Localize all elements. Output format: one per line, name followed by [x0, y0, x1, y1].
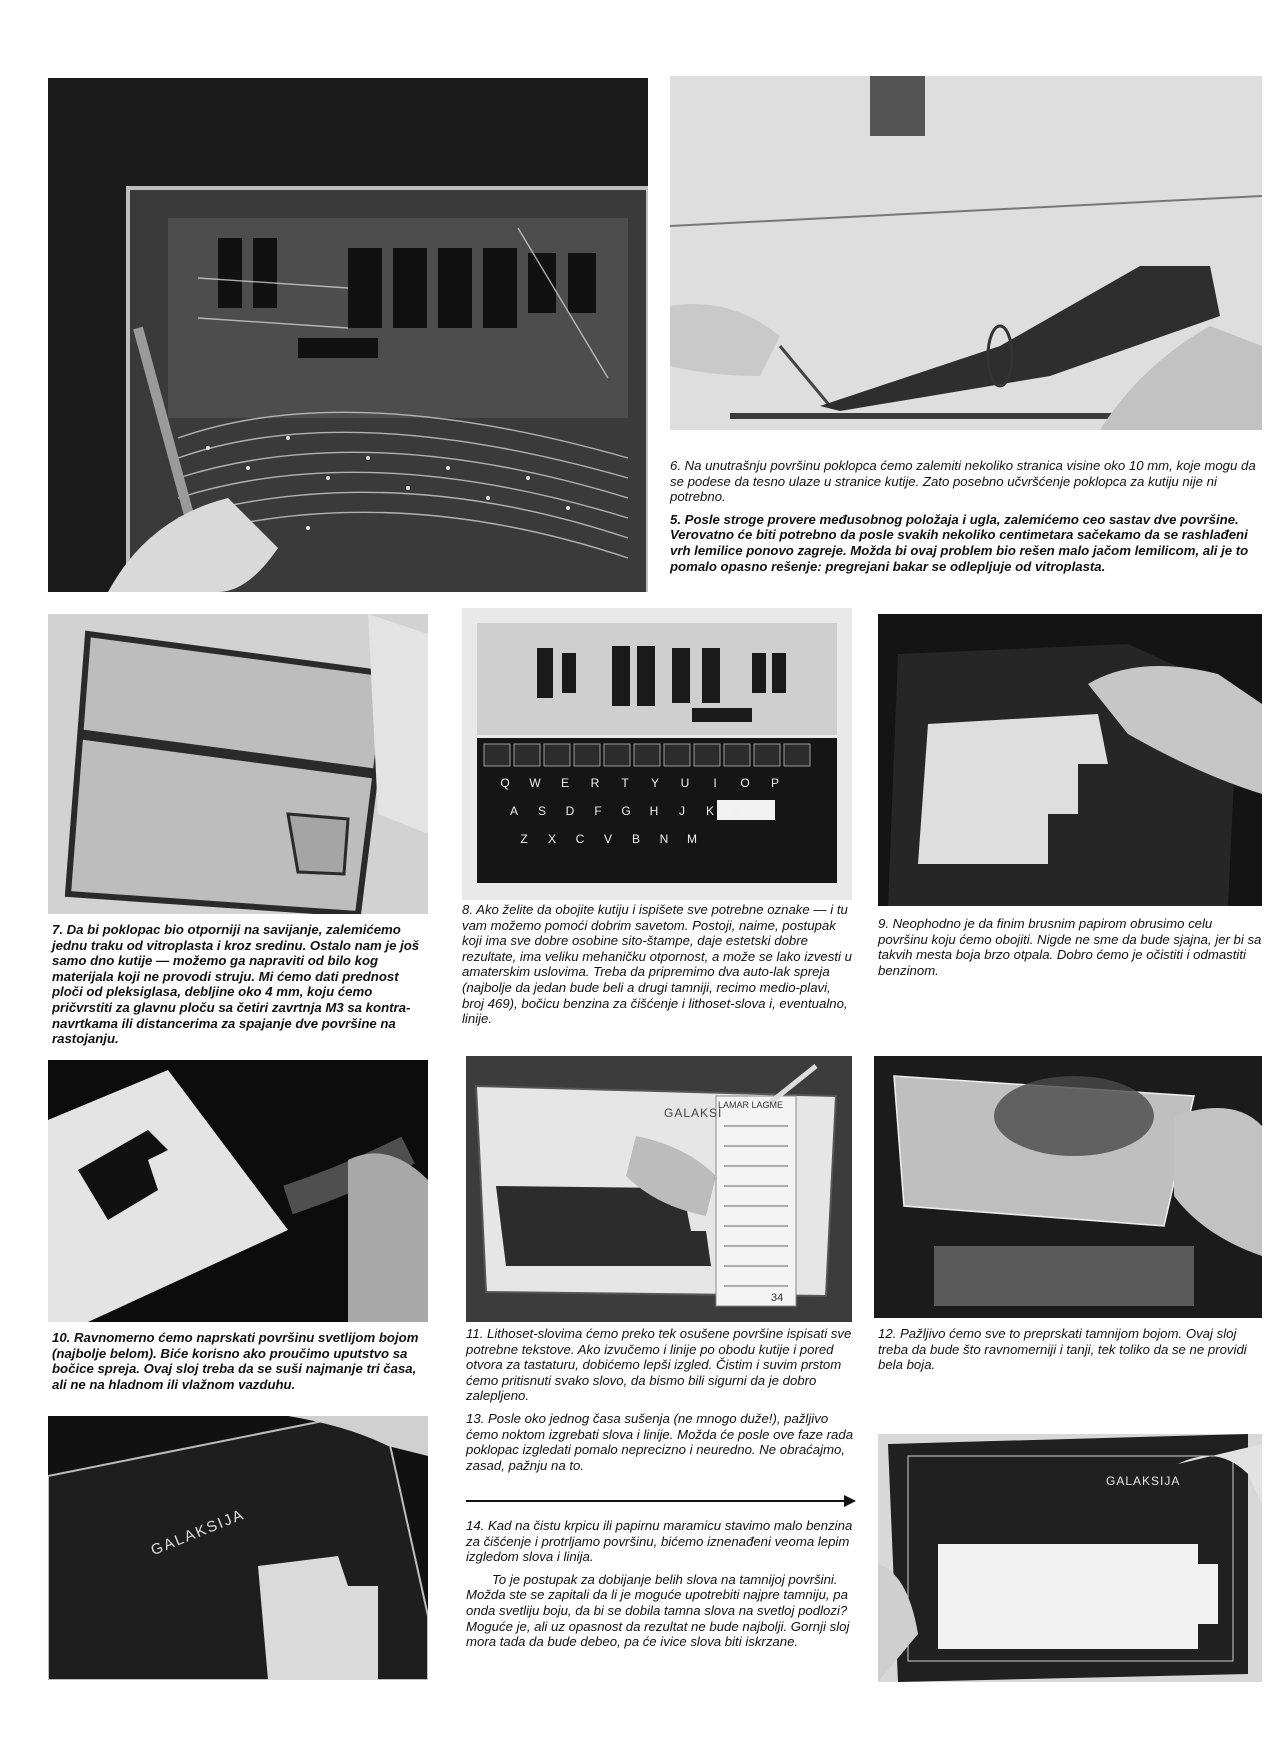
key-label: Y	[650, 776, 659, 790]
scraping-illustration	[48, 1416, 428, 1680]
key-label: E	[560, 776, 569, 790]
stencil-brand-label: LAMAR LAGME	[718, 1100, 784, 1110]
galaksija-label-scratched: GALAKSIJA	[148, 1505, 248, 1560]
key-label: T	[621, 776, 629, 790]
key-label: J	[679, 804, 685, 818]
keyboard-row-asdf	[504, 804, 748, 818]
caption-group-6-5	[670, 458, 1260, 581]
caption-10: 10. Ravnomerno ćemo naprskati površinu svetlijom bojom (najbolje belom). Biće korisno ako proučimo uputstvo sa bočice spreja. Ovaj sloj treba da se suši najmanje tri časa, ali ne na hladnom ili vlažnom vazduhu.	[52, 1330, 419, 1392]
pcb-illustration	[48, 78, 648, 592]
lid-illustration	[670, 76, 1262, 430]
key-label: R	[590, 776, 600, 790]
key-label: M	[687, 832, 697, 846]
photo-lithoset-letters	[466, 1056, 852, 1322]
caption-13: 13. Posle oko jednog časa sušenja (ne mnogo duže!), pažljivo ćemo noktom izgrebati slova i linije. Možda će posle ove faze rada poklopac izgledati pomalo neprecizno i neuredno. Ne obraćajmo, zasad, pažnju na to.	[466, 1410, 854, 1473]
key-label: G	[621, 804, 631, 818]
keyboard-row-zxcv	[514, 832, 702, 846]
key-label: S	[537, 804, 546, 818]
caption-6: 6. Na unutrašnju površinu poklopca ćemo zalemiti nekoliko stranica visine oko 10 mm, koje mogu da se podese da tesno ulaze u stranice kutije. Zato posebno učvršćenje poklopca za kutiju nije ni potrebno.	[670, 458, 1256, 505]
photo-pcb-soldering	[48, 78, 648, 592]
lid-frame-illustration	[48, 614, 428, 914]
key-label: C	[575, 832, 585, 846]
key-label: O	[740, 776, 750, 790]
key-label: N	[659, 832, 669, 846]
photo-spray-white	[48, 1060, 428, 1322]
lithoset-illustration	[466, 1056, 852, 1322]
key-label: Z	[520, 832, 528, 846]
caption-8: 8. Ako želite da obojite kutiju i ispišete sve potrebne oznake — i tu vam možemo pomoći dobrim savetom. Postoji, naime, postupak koji ima sve dobre osobine sito-štampe, daje estetski dobre rezultate, ima veliku mehaničku otpornost, a može se lako izvesti u amaterskim uslovima. Treba da pripremimo dva auto-lak spreja (najbolje da jedan bude beli a drugi tamniji, recimo medio-plavi, broj 469), bočicu benzina za čišćenje i lithoset-slova i, eventualno, linije.	[462, 902, 852, 1027]
caption-11: 11. Lithoset-slovima ćemo preko tek osušene površine ispisati sve potrebne tekstove. Ako izvučemo i linije po obodu kutije i pored otvora za tastaturu, dobićemo lepši izgled. Čistim i suvim prstom ćemo pritisnuti svako slovo, da bismo bili sigurni da je dobro zalepljeno.	[466, 1326, 852, 1404]
continue-arrow	[466, 1494, 856, 1508]
key-label: X	[547, 832, 556, 846]
key-label: V	[603, 832, 612, 846]
photo-keyboard-board	[462, 608, 852, 900]
caption-5: 5. Posle stroge provere međusobnog položaja i ugla, zalemićemo ceo sastav dve površine. Verovatno će biti potrebno da posle svakih nekoliko centimetara sačekamo da se rashlađeni vrh lemilice ponovo zagreje. Možda bi ovaj problem bio rešen malo jačom lemilicom, ali je to pomalo opasno rešenje: pregrejani bakar se odlepljuje od vitroplasta.	[670, 511, 1249, 574]
key-label: K	[705, 804, 714, 818]
key-label: Q	[500, 776, 510, 790]
spray-white-illustration	[48, 1060, 428, 1322]
key-label: L	[734, 804, 742, 818]
key-label: I	[713, 776, 717, 790]
keyboard-row-qwerty	[494, 776, 786, 790]
spray-dark-illustration	[874, 1056, 1262, 1318]
photo-finished-lid	[878, 1434, 1262, 1682]
key-label: H	[649, 804, 659, 818]
photo-scraping-letters	[48, 1416, 428, 1680]
galaksija-label-final: GALAKSIJA	[1106, 1474, 1181, 1488]
key-label: A	[509, 804, 518, 818]
caption-14-continued: To je postupak za dobijanje belih slova na tamnijoj površini. Možda ste se zapitali da li je moguće upotrebiti najpre tamniju, pa onda svetliju boju, da bi se dobila tamna slova na svetloj podlozi? Moguće je, ali uz opasnost da rezultat ne bude najbolji. Gornji sloj mora tada da bude debeo, pa će ivice slova biti iskrzane.	[466, 1571, 850, 1650]
stencil-number-label: 34	[771, 1292, 784, 1304]
key-label: U	[680, 776, 690, 790]
key-label: W	[529, 776, 541, 790]
key-label: B	[631, 832, 640, 846]
photo-lid-sanding	[878, 614, 1262, 906]
galaksi-label: GALAKSI	[664, 1106, 723, 1120]
caption-14: 14. Kad na čistu krpicu ili papirnu maramicu stavimo malo benzina za čišćenje i protrljamo površinu, bićemo iznenađeni veoma lepim izgledom slova i linija.	[466, 1518, 853, 1565]
finished-lid-illustration	[878, 1434, 1262, 1682]
keyboard-illustration	[462, 608, 852, 900]
caption-group-14	[466, 1518, 858, 1657]
caption-9: 9. Neophodno je da finim brusnim papirom obrusimo celu površinu koju ćemo obojiti. Nigde ne sme da bude sjajna, jer bi sa takvih mesta boja brzo otpala. Dobro ćemo je očistiti i odmastiti benzinom.	[878, 916, 1262, 978]
photo-lid-soldering	[670, 76, 1262, 430]
photo-lid-frame	[48, 614, 428, 914]
caption-7: 7. Da bi poklopac bio otporniji na savijanje, zalemićemo jednu traku od vitroplasta i kroz sredinu. Ostalo nam je još samo dno kutije — možemo ga napraviti od bilo kog materijala koji ne provodi struju. Mi ćemo dati prednost ploči od pleksiglasa, debljine oko 4 mm, koju ćemo pričvrstiti za glavnu ploču sa četiri zavrtnja M3 sa kontra-navrtkama ili distancerima za spajanje dve površine na rastojanju.	[52, 922, 420, 1047]
key-label: D	[565, 804, 575, 818]
key-label: F	[594, 804, 602, 818]
sanding-illustration	[878, 614, 1262, 906]
photo-spray-dark	[874, 1056, 1262, 1318]
caption-12: 12. Pažljivo ćemo sve to preprskati tamnijom bojom. Ovaj sloj treba da bude što ravnomerniji i tanji, tek toliko da se ne providi bela boja.	[878, 1326, 1247, 1373]
key-label: P	[770, 776, 779, 790]
caption-group-11-13	[466, 1326, 858, 1480]
